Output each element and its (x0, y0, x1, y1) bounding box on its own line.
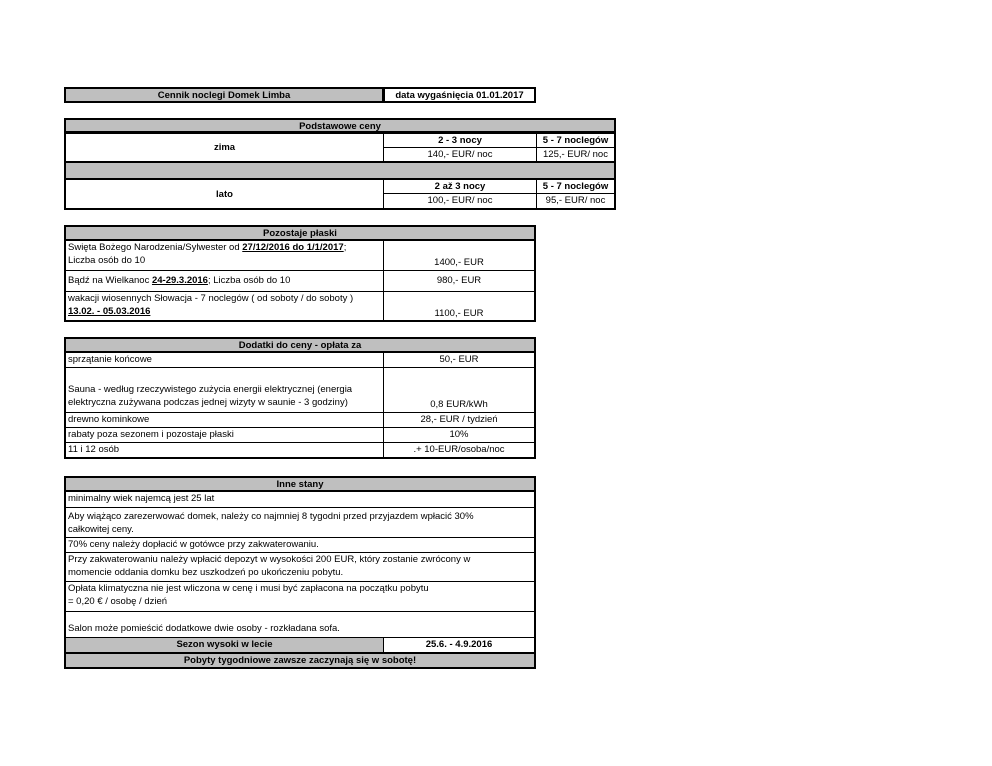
package-easter (64, 270, 384, 292)
condition-deposit-advance-line2: całkowitej ceny. (68, 524, 134, 535)
package-christmas-persons: Liczba osób do 10 (68, 255, 146, 266)
package-spring-dates: 13.02. - 05.03.2016 (68, 306, 151, 317)
condition-deposit-advance-line1: Aby wiążąco zarezerwować domek, należy co najmniej 8 tygodni przed przyjazdem wpłacić 30% (68, 511, 474, 522)
condition-deposit-advance (64, 507, 536, 538)
summer-label: lato (64, 179, 384, 210)
condition-cash-payment: 70% ceny należy dopłacić w gotówce przy zakwaterowaniu. (64, 537, 536, 553)
winter-label: zima (64, 133, 384, 162)
expiry-date: data wygaśnięcia 01.01.2017 (383, 87, 536, 103)
extra-persons: 11 i 12 osób (64, 442, 384, 459)
package-spring (64, 291, 384, 322)
extra-sauna-line2: elektryczna zużywana podczas jednej wizyty w saunie - 3 godziny) (68, 397, 348, 408)
package-christmas-text: Swięta Bożego Narodzenia/Sylwester od (68, 242, 243, 253)
extra-offseason-discount: rabaty poza sezonem i pozostaje płaski (64, 427, 384, 443)
summer-col2-price: 95,- EUR/ noc (536, 193, 616, 210)
condition-security-deposit (64, 552, 536, 582)
package-spring-text: wakacji wiosennych Słowacja - 7 noclegów ( od soboty / do soboty ) (68, 293, 354, 304)
condition-climate-fee (64, 581, 536, 612)
condition-climate-fee-line1: Opłata klimatyczna nie jest wliczona w cenę i musi być zapłacona na początku pobytu (68, 583, 429, 594)
package-spring-price: 1100,- EUR (383, 291, 536, 322)
package-christmas-sep: ; (343, 242, 347, 253)
extra-sauna-line1: Sauna - według rzeczywistego zużycia energii elektrycznej (energia (68, 384, 353, 395)
extra-offseason-discount-value: 10% (383, 427, 536, 443)
high-season-dates: 25.6. - 4.9.2016 (383, 637, 536, 653)
package-easter-text: Bądź na Wielkanoc (68, 275, 152, 286)
winter-col1-price: 140,- EUR/ noc (383, 147, 537, 162)
package-christmas (64, 240, 384, 271)
basic-prices-title: Podstawowe ceny (64, 118, 616, 133)
condition-climate-fee-line2: = 0,20 € / osobę / dzień (68, 596, 168, 607)
summer-col1-price: 100,- EUR/ noc (383, 193, 537, 210)
other-title: Inne stany (64, 476, 536, 492)
extra-cleaning: sprzątanie końcowe (64, 352, 384, 368)
packages-title: Pozostaje płaski (64, 225, 536, 241)
extra-cleaning-price: 50,- EUR (383, 352, 536, 368)
summer-col2-head: 5 - 7 noclegów (536, 179, 616, 194)
condition-security-deposit-line1: Przy zakwaterowaniu należy wpłacić depozyt w wysokości 200 EUR, który zostanie zwrócony w (68, 554, 471, 565)
basic-separator (64, 162, 616, 179)
extra-firewood-price: 28,- EUR / tydzień (383, 412, 536, 428)
winter-col2-price: 125,- EUR/ noc (536, 147, 616, 162)
extra-sauna (64, 367, 384, 413)
winter-col2-head: 5 - 7 noclegów (536, 133, 616, 148)
package-easter-dates: 24-29.3.2016 (151, 275, 208, 286)
condition-min-age: minimalny wiek najemcą jest 25 lat (64, 491, 536, 508)
extras-title: Dodatki do ceny - opłata za (64, 337, 536, 353)
condition-security-deposit-line2: momencie oddania domku bez uszkodzeń po ukończeniu pobytu. (68, 567, 344, 578)
extra-persons-price: .+ 10-EUR/osoba/noc (383, 442, 536, 459)
winter-col1-head: 2 - 3 nocy (383, 133, 537, 148)
extra-sauna-price: 0,8 EUR/kWh (383, 367, 536, 413)
package-easter-persons: ; Liczba osób do 10 (207, 275, 291, 286)
package-christmas-dates: 27/12/2016 do 1/1/2017 (242, 242, 344, 253)
extra-firewood: drewno kominkowe (64, 412, 384, 428)
package-christmas-price: 1400,- EUR (383, 240, 536, 271)
sheet-title: Cennik noclegi Domek Limba (64, 87, 384, 103)
weekly-stay-note: Pobyty tygodniowe zawsze zaczynają się w sobotę! (64, 652, 536, 669)
high-season-label: Sezon wysoki w lecie (64, 637, 384, 653)
condition-sofa: Salon może pomieścić dodatkowe dwie osoby - rozkładana sofa. (64, 611, 536, 638)
package-easter-price: 980,- EUR (383, 270, 536, 292)
summer-col1-head: 2 až 3 nocy (383, 179, 537, 194)
